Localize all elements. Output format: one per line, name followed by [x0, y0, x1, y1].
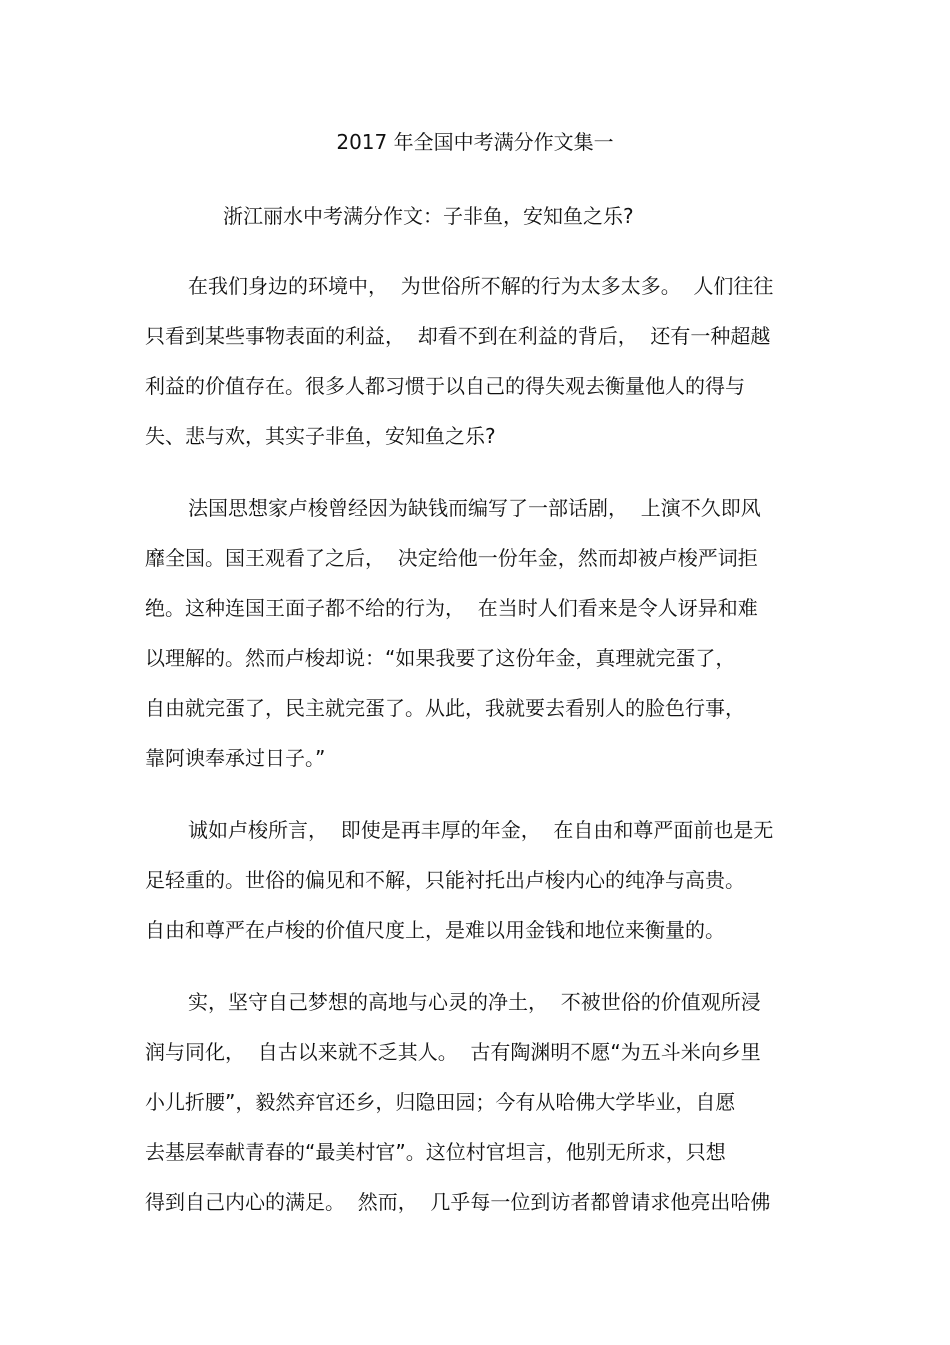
- paragraph-2: [145, 494, 805, 794]
- text-line: 小儿折腰”，毅然弃官还乡，归隐田园；今有从哈佛大学毕业，自愿: [145, 1090, 736, 1114]
- text-line: 绝。这种连国王面子都不给的行为， 在当时人们看来是令人讶异和难: [145, 596, 758, 620]
- paragraph-3: [145, 816, 805, 966]
- document-title: 2017 年全国中考满分作文集一: [336, 130, 614, 154]
- text-line: 在我们身边的环境中， 为世俗所不解的行为太多太多。 人们往往: [188, 274, 774, 298]
- text-line: 自由就完蛋了，民主就完蛋了。从此，我就要去看别人的脸色行事，: [145, 696, 745, 720]
- text-line: 利益的价值存在。很多人都习惯于以自己的得失观去衡量他人的得与: [145, 374, 745, 398]
- text-line: 以理解的。然而卢梭却说：“如果我要了这份年金，真理就完蛋了，: [145, 646, 736, 670]
- text-line: 失、悲与欢，其实子非鱼，安知鱼之乐?: [145, 424, 496, 448]
- text-line: 法国思想家卢梭曾经因为缺钱而编写了一部话剧， 上演不久即风: [188, 496, 761, 520]
- text-line: 去基层奉献青春的“最美村官”。这位村官坦言，他别无所求，只想: [145, 1140, 726, 1164]
- paragraph-4: [145, 988, 805, 1238]
- paragraph-1: [145, 272, 805, 472]
- text-line: 润与同化， 自古以来就不乏其人。 古有陶渊明不愿“为五斗米向乡里: [145, 1040, 761, 1064]
- text-line: 自由和尊严在卢梭的价值尺度上，是难以用金钱和地位来衡量的。: [145, 918, 725, 942]
- text-line: 得到自己内心的满足。 然而， 几乎每一位到访者都曾请求他亮出哈佛: [145, 1190, 771, 1214]
- text-line: 靠阿谀奉承过日子。”: [145, 746, 326, 770]
- text-line: 实，坚守自己梦想的高地与心灵的净土， 不被世俗的价值观所浸: [188, 990, 761, 1014]
- document-subtitle: 浙江丽水中考满分作文：子非鱼，安知鱼之乐?: [223, 204, 634, 228]
- text-line: 靡全国。国王观看了之后， 决定给他一份年金，然而却被卢梭严词拒: [145, 546, 758, 570]
- text-line: 诚如卢梭所言， 即使是再丰厚的年金， 在自由和尊严面前也是无: [188, 818, 774, 842]
- text-line: 只看到某些事物表面的利益， 却看不到在利益的背后， 还有一种超越: [145, 324, 771, 348]
- text-line: 足轻重的。世俗的偏见和不解，只能衬托出卢梭内心的纯净与高贵。: [145, 868, 745, 892]
